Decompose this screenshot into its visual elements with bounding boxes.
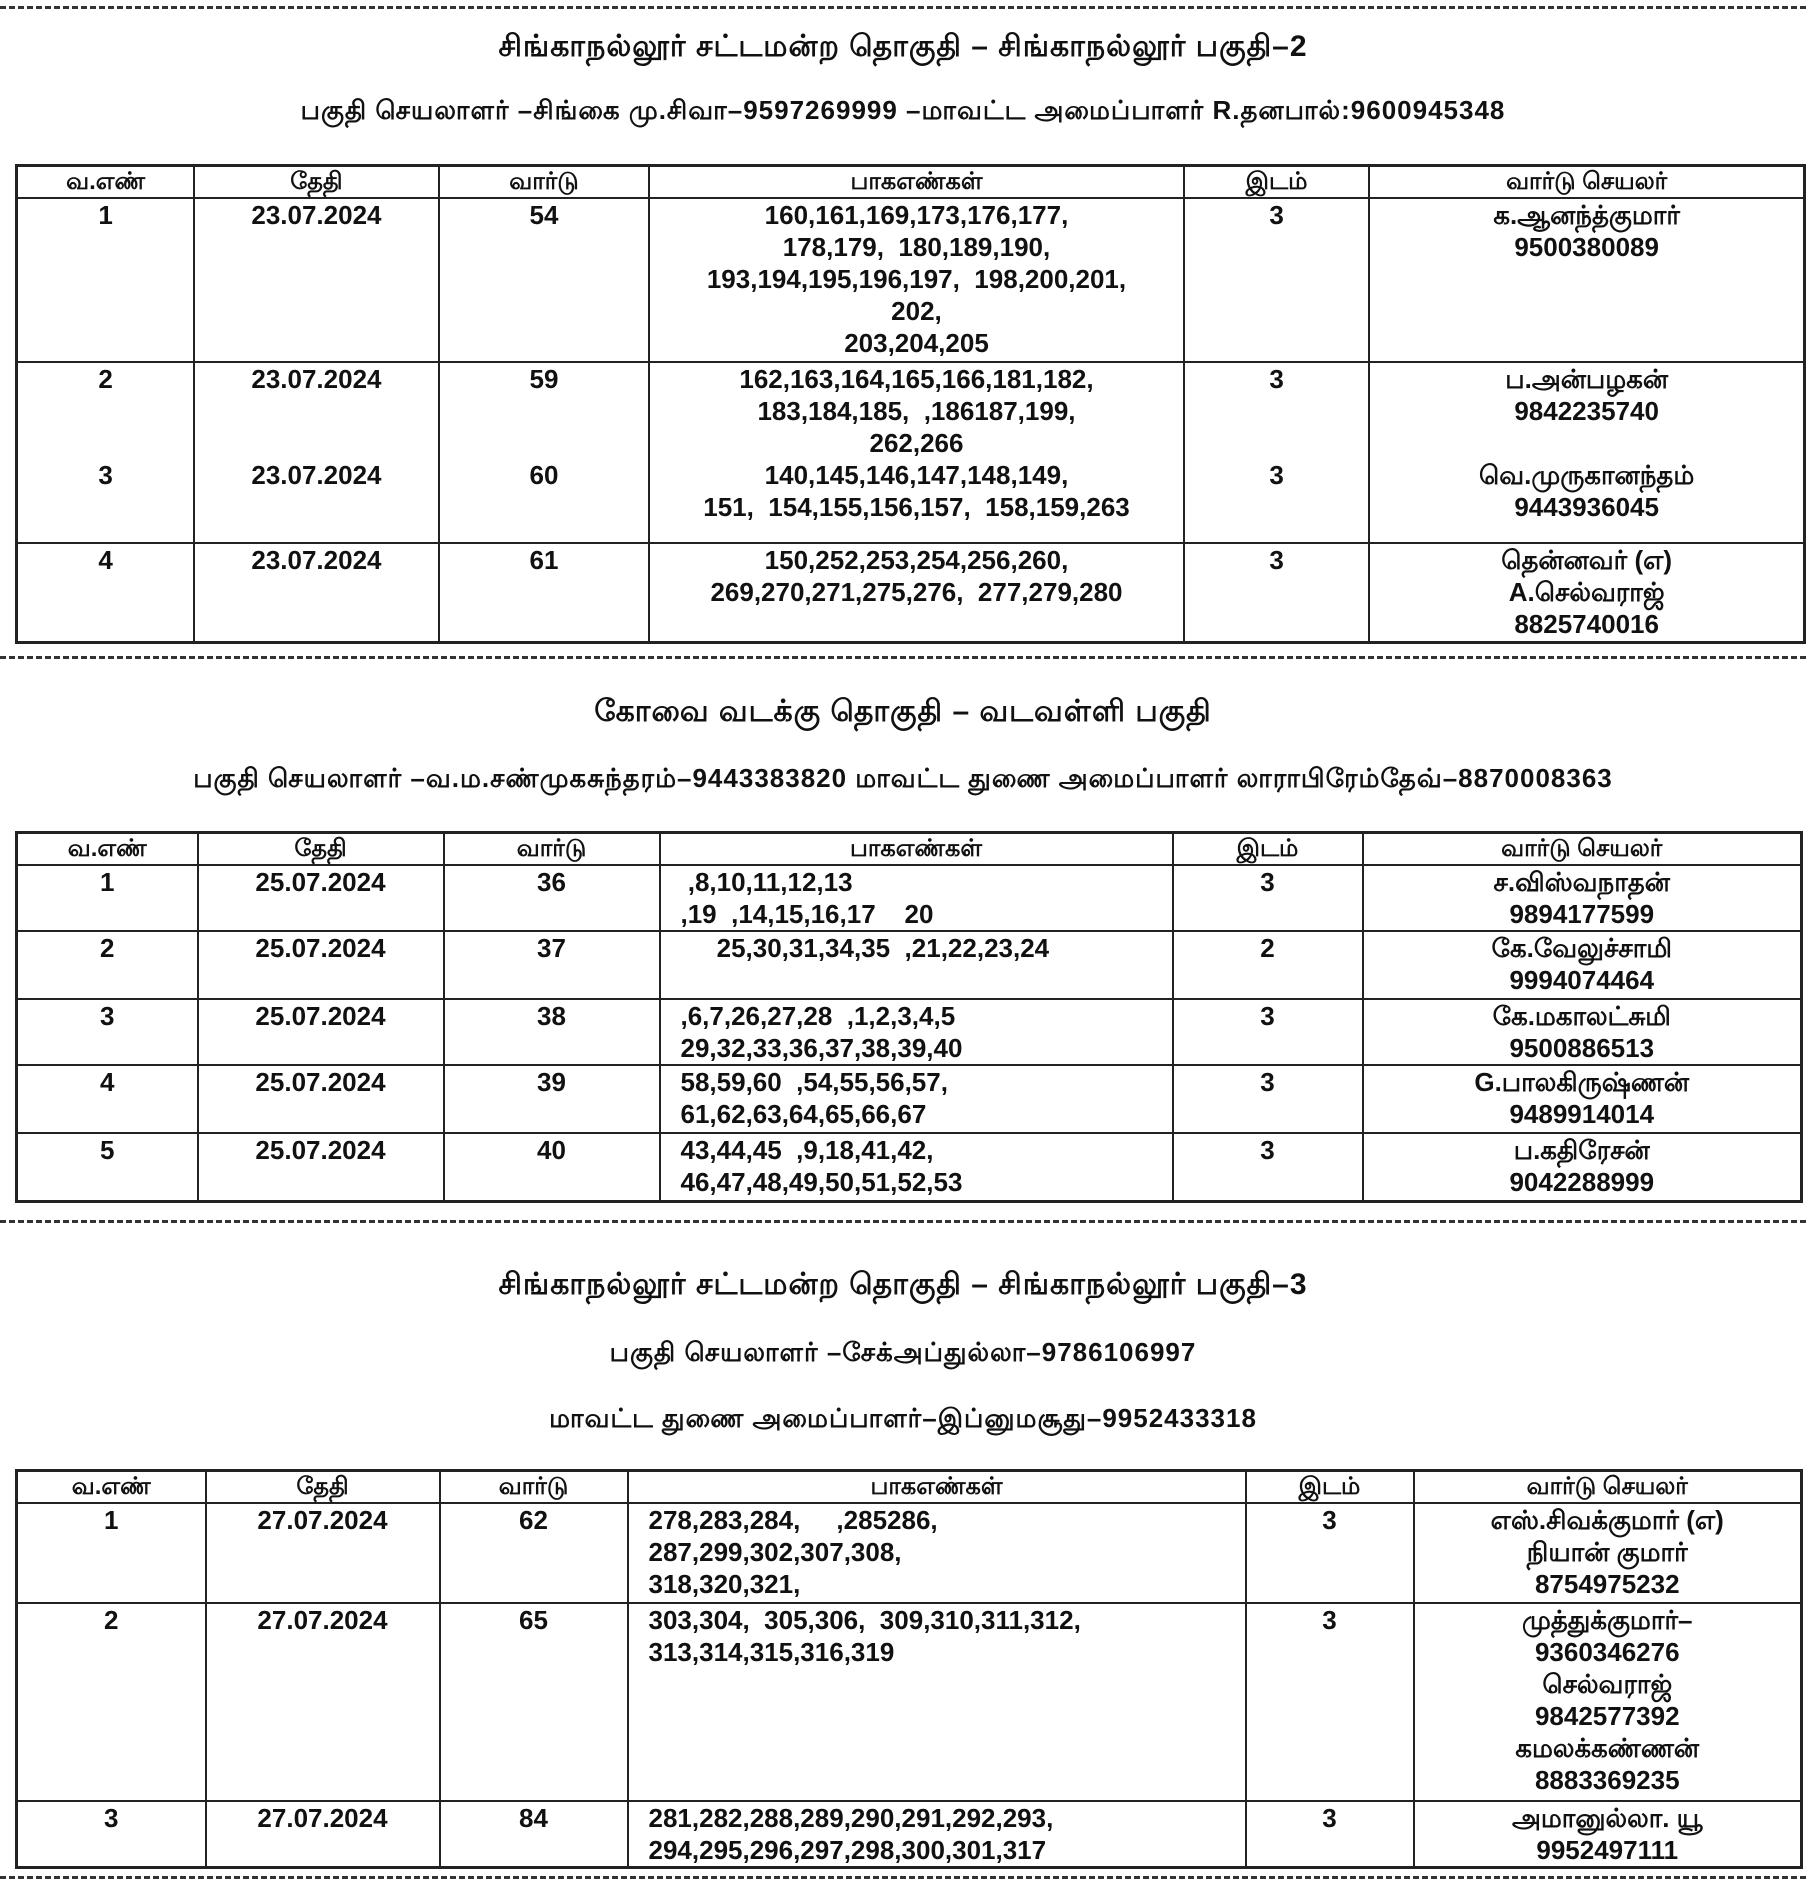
serial-cell: 1 bbox=[17, 1503, 206, 1603]
place-cell: 3 bbox=[1184, 362, 1370, 459]
header-booths: பாகஎண்கள் bbox=[628, 1471, 1246, 1504]
secretary-line: 9500380089 bbox=[1514, 232, 1659, 262]
header-secretary: வார்டு செயலர் bbox=[1369, 166, 1804, 199]
header-secretary: வார்டு செயலர் bbox=[1363, 833, 1802, 866]
secretary-line: கே.வேலுச்சாமி bbox=[1491, 933, 1672, 963]
booths-cell bbox=[649, 543, 1184, 642]
secretary-cell bbox=[1363, 1065, 1802, 1133]
table-row bbox=[17, 1603, 1802, 1801]
table-row bbox=[17, 1065, 1802, 1133]
header-ward: வார்டு bbox=[444, 833, 660, 866]
booth-line: 25,30,31,34,35 ,21,22,23,24 bbox=[680, 933, 1050, 963]
serial-cell: 4 bbox=[17, 543, 195, 642]
booth-line: 202, bbox=[891, 296, 942, 326]
date-cell: 23.07.2024 bbox=[194, 543, 439, 642]
secretary-cell bbox=[1414, 1801, 1802, 1868]
date-cell: 25.07.2024 bbox=[198, 1065, 444, 1133]
place-cell: 3 bbox=[1246, 1603, 1414, 1801]
secretary-line: 8825740016 bbox=[1514, 609, 1659, 639]
header-ward: வார்டு bbox=[440, 1471, 628, 1504]
secretary-line: 9842235740 bbox=[1514, 396, 1659, 426]
dashed-separator bbox=[0, 1876, 1806, 1879]
booths-cell bbox=[628, 1603, 1246, 1801]
booth-line: 193,194,195,196,197, 198,200,201, bbox=[706, 264, 1127, 294]
booth-line: 269,270,271,275,276, 277,279,280 bbox=[710, 577, 1123, 607]
section-subtitle: பகுதி செயலாளர் –வ.ம.சண்முகசுந்தரம்–9443383820 மாவட்ட துணை அமைப்பாளர் லாராபிரேம்தேவ்–8870008363 bbox=[193, 763, 1613, 793]
section-subtitle: மாவட்ட துணை அமைப்பாளர்–இப்னுமசூது–9952433318 bbox=[549, 1403, 1257, 1433]
booths-cell bbox=[660, 1133, 1173, 1201]
date-cell: 25.07.2024 bbox=[198, 865, 444, 931]
header-ward: வார்டு bbox=[439, 166, 649, 199]
table-row bbox=[17, 1503, 1802, 1603]
dashed-separator bbox=[0, 656, 1806, 659]
ward-cell: 65 bbox=[440, 1603, 628, 1801]
booth-line: 43,44,45 ,9,18,41,42, bbox=[680, 1135, 934, 1165]
table-header-row bbox=[17, 833, 1802, 866]
secretary-line: 9042288999 bbox=[1509, 1167, 1655, 1197]
booths-cell bbox=[628, 1503, 1246, 1603]
booth-line: 287,299,302,307,308, bbox=[648, 1537, 902, 1567]
secretary-line: 9994074464 bbox=[1509, 965, 1655, 995]
table-row bbox=[17, 931, 1802, 999]
booth-line: 203,204,205 bbox=[844, 328, 989, 358]
booth-line: 61,62,63,64,65,66,67 bbox=[680, 1099, 927, 1129]
header-place: இடம் bbox=[1246, 1471, 1414, 1504]
table-row bbox=[17, 362, 1805, 459]
ward-cell: 36 bbox=[444, 865, 660, 931]
ward-cell: 61 bbox=[439, 543, 649, 642]
secretary-cell bbox=[1369, 459, 1804, 543]
secretary-line: 8754975232 bbox=[1534, 1569, 1680, 1599]
table-row bbox=[17, 543, 1805, 642]
ward-cell: 62 bbox=[440, 1503, 628, 1603]
booth-line: 303,304, 305,306, 309,310,311,312, bbox=[648, 1605, 1081, 1635]
dashed-separator bbox=[0, 1220, 1806, 1223]
header-place: இடம் bbox=[1173, 833, 1363, 866]
dashed-separator bbox=[0, 6, 1806, 9]
header-booths: பாகஎண்கள் bbox=[649, 166, 1184, 199]
secretary-line: 9500886513 bbox=[1509, 1033, 1655, 1063]
serial-cell: 3 bbox=[17, 999, 198, 1065]
booth-line: 151, 154,155,156,157, 158,159,263 bbox=[703, 492, 1130, 522]
booth-line: 58,59,60 ,54,55,56,57, bbox=[680, 1067, 948, 1097]
section-subtitle: பகுதி செயலாளர் –சேக்அப்துல்லா–9786106997 bbox=[609, 1337, 1197, 1367]
booths-cell bbox=[649, 459, 1184, 543]
schedule-table bbox=[15, 831, 1803, 1203]
secretary-line: எஸ்.சிவக்குமார் (எ) bbox=[1490, 1505, 1724, 1535]
place-cell: 3 bbox=[1184, 543, 1370, 642]
ward-cell: 84 bbox=[440, 1801, 628, 1868]
booths-cell bbox=[649, 362, 1184, 459]
booth-line: ,8,10,11,12,13 bbox=[680, 867, 853, 897]
ward-cell: 39 bbox=[444, 1065, 660, 1133]
booths-cell bbox=[649, 198, 1184, 362]
secretary-line: தென்னவர் (எ) bbox=[1501, 545, 1673, 575]
serial-cell: 3 bbox=[17, 1801, 206, 1868]
booth-line: ,19 ,14,15,16,17 20 bbox=[680, 899, 934, 929]
date-cell: 23.07.2024 bbox=[194, 459, 439, 543]
date-cell: 27.07.2024 bbox=[206, 1801, 440, 1868]
booth-line: 281,282,288,289,290,291,292,293, bbox=[648, 1803, 1054, 1833]
header-booths: பாகஎண்கள் bbox=[660, 833, 1173, 866]
secretary-line: ப.அன்பழகன் bbox=[1505, 364, 1669, 394]
place-cell: 3 bbox=[1173, 865, 1363, 931]
table-row bbox=[17, 865, 1802, 931]
booth-line: 160,161,169,173,176,177, bbox=[764, 200, 1069, 230]
secretary-line: கமலக்கண்ணன் bbox=[1515, 1733, 1700, 1763]
place-cell: 3 bbox=[1173, 1065, 1363, 1133]
serial-cell: 2 bbox=[17, 931, 198, 999]
header-date: தேதி bbox=[198, 833, 444, 866]
date-cell: 27.07.2024 bbox=[206, 1603, 440, 1801]
serial-cell: 2 bbox=[17, 1603, 206, 1801]
header-serial: வ.எண் bbox=[17, 166, 195, 199]
table-row bbox=[17, 1801, 1802, 1868]
secretary-line: வெ.முருகானந்தம் bbox=[1479, 460, 1695, 490]
secretary-line: ச.விஸ்வநாதன் bbox=[1493, 867, 1670, 897]
secretary-line: 9360346276 bbox=[1534, 1637, 1680, 1667]
place-cell: 3 bbox=[1173, 999, 1363, 1065]
booths-cell bbox=[660, 999, 1173, 1065]
table-row bbox=[17, 459, 1805, 543]
ward-cell: 54 bbox=[439, 198, 649, 362]
secretary-line: A.செல்வராஜ் bbox=[1508, 577, 1665, 607]
booth-line: 183,184,185, ,186187,199, bbox=[757, 396, 1076, 426]
booth-line: 29,32,33,36,37,38,39,40 bbox=[680, 1033, 963, 1063]
header-serial: வ.எண் bbox=[17, 1471, 206, 1504]
booth-line: 278,283,284, ,285286, bbox=[648, 1505, 938, 1535]
secretary-cell bbox=[1363, 865, 1802, 931]
booth-line: 318,320,321, bbox=[648, 1569, 801, 1599]
secretary-line: அமானுல்லா. யூ bbox=[1511, 1803, 1703, 1833]
ward-cell: 59 bbox=[439, 362, 649, 459]
table-header-row bbox=[17, 1471, 1802, 1504]
date-cell: 25.07.2024 bbox=[198, 999, 444, 1065]
ward-cell: 40 bbox=[444, 1133, 660, 1201]
booths-cell bbox=[660, 865, 1173, 931]
secretary-line: செல்வராஜ் bbox=[1542, 1669, 1673, 1699]
secretary-cell bbox=[1363, 1133, 1802, 1201]
secretary-line: ப.கதிரேசன் bbox=[1513, 1135, 1650, 1165]
schedule-table bbox=[15, 1469, 1803, 1869]
date-cell: 23.07.2024 bbox=[194, 362, 439, 459]
secretary-line: 9842577392 bbox=[1534, 1701, 1680, 1731]
place-cell: 3 bbox=[1173, 1133, 1363, 1201]
place-cell: 3 bbox=[1246, 1801, 1414, 1868]
place-cell: 3 bbox=[1184, 198, 1370, 362]
section-title: சிங்காநல்லூர் சட்டமன்ற தொகுதி – சிங்காநல்லூர் பகுதி–3 bbox=[498, 1268, 1308, 1301]
serial-cell: 4 bbox=[17, 1065, 198, 1133]
secretary-line: 9489914014 bbox=[1509, 1099, 1655, 1129]
serial-cell: 5 bbox=[17, 1133, 198, 1201]
booths-cell bbox=[628, 1801, 1246, 1868]
table-row bbox=[17, 198, 1805, 362]
booth-line: 150,252,253,254,256,260, bbox=[764, 545, 1069, 575]
secretary-line: 9952497111 bbox=[1536, 1835, 1679, 1865]
secretary-line: 8883369235 bbox=[1534, 1765, 1680, 1795]
secretary-line: 9443936045 bbox=[1514, 492, 1659, 522]
table-row bbox=[17, 1133, 1802, 1201]
secretary-cell bbox=[1414, 1603, 1802, 1801]
secretary-cell bbox=[1414, 1503, 1802, 1603]
serial-cell: 2 bbox=[17, 362, 195, 459]
secretary-line: க.ஆனந்த்குமார் bbox=[1493, 200, 1680, 230]
serial-cell: 1 bbox=[17, 198, 195, 362]
place-cell: 3 bbox=[1246, 1503, 1414, 1603]
date-cell: 25.07.2024 bbox=[198, 931, 444, 999]
ward-cell: 38 bbox=[444, 999, 660, 1065]
booths-cell bbox=[660, 931, 1173, 999]
secretary-line: G.பாலகிருஷ்ணன் bbox=[1474, 1067, 1690, 1097]
secretary-line: கே.மகாலட்சுமி bbox=[1492, 1001, 1671, 1031]
header-secretary: வார்டு செயலர் bbox=[1414, 1471, 1802, 1504]
header-date: தேதி bbox=[194, 166, 439, 199]
section-title: சிங்காநல்லூர் சட்டமன்ற தொகுதி – சிங்காநல்லூர் பகுதி–2 bbox=[498, 30, 1308, 63]
date-cell: 25.07.2024 bbox=[198, 1133, 444, 1201]
serial-cell: 1 bbox=[17, 865, 198, 931]
ward-cell: 37 bbox=[444, 931, 660, 999]
secretary-cell bbox=[1369, 543, 1804, 642]
booth-line: 178,179, 180,189,190, bbox=[782, 232, 1051, 262]
booths-cell bbox=[660, 1065, 1173, 1133]
secretary-line: நியான் குமார் bbox=[1526, 1537, 1688, 1567]
table-row bbox=[17, 999, 1802, 1065]
booth-line: 294,295,296,297,298,300,301,317 bbox=[648, 1835, 1047, 1865]
section-subtitle: பகுதி செயலாளர் –சிங்கை மு.சிவா–9597269999 –மாவட்ட அமைப்பாளர் R.தனபால்:9600945348 bbox=[300, 95, 1506, 125]
date-cell: 27.07.2024 bbox=[206, 1503, 440, 1603]
ward-cell: 60 bbox=[439, 459, 649, 543]
booth-line: 262,266 bbox=[869, 428, 964, 458]
place-cell: 3 bbox=[1184, 459, 1370, 543]
secretary-line: முத்துக்குமார்– bbox=[1522, 1605, 1693, 1635]
header-serial: வ.எண் bbox=[17, 833, 198, 866]
place-cell: 2 bbox=[1173, 931, 1363, 999]
header-place: இடம் bbox=[1184, 166, 1370, 199]
secretary-cell bbox=[1369, 198, 1804, 362]
schedule-table bbox=[15, 164, 1806, 644]
secretary-cell bbox=[1363, 999, 1802, 1065]
secretary-cell bbox=[1363, 931, 1802, 999]
secretary-cell bbox=[1369, 362, 1804, 459]
serial-cell: 3 bbox=[17, 459, 195, 543]
header-date: தேதி bbox=[206, 1471, 440, 1504]
booth-line: 162,163,164,165,166,181,182, bbox=[739, 364, 1094, 394]
booth-line: ,6,7,26,27,28 ,1,2,3,4,5 bbox=[680, 1001, 956, 1031]
section-title: கோவை வடக்கு தொகுதி – வடவள்ளி பகுதி bbox=[594, 695, 1212, 728]
table-header-row bbox=[17, 166, 1805, 199]
booth-line: 140,145,146,147,148,149, bbox=[764, 460, 1069, 490]
booth-line: 46,47,48,49,50,51,52,53 bbox=[680, 1167, 963, 1197]
secretary-line: 9894177599 bbox=[1509, 899, 1655, 929]
date-cell: 23.07.2024 bbox=[194, 198, 439, 362]
booth-line: 313,314,315,316,319 bbox=[648, 1637, 895, 1667]
